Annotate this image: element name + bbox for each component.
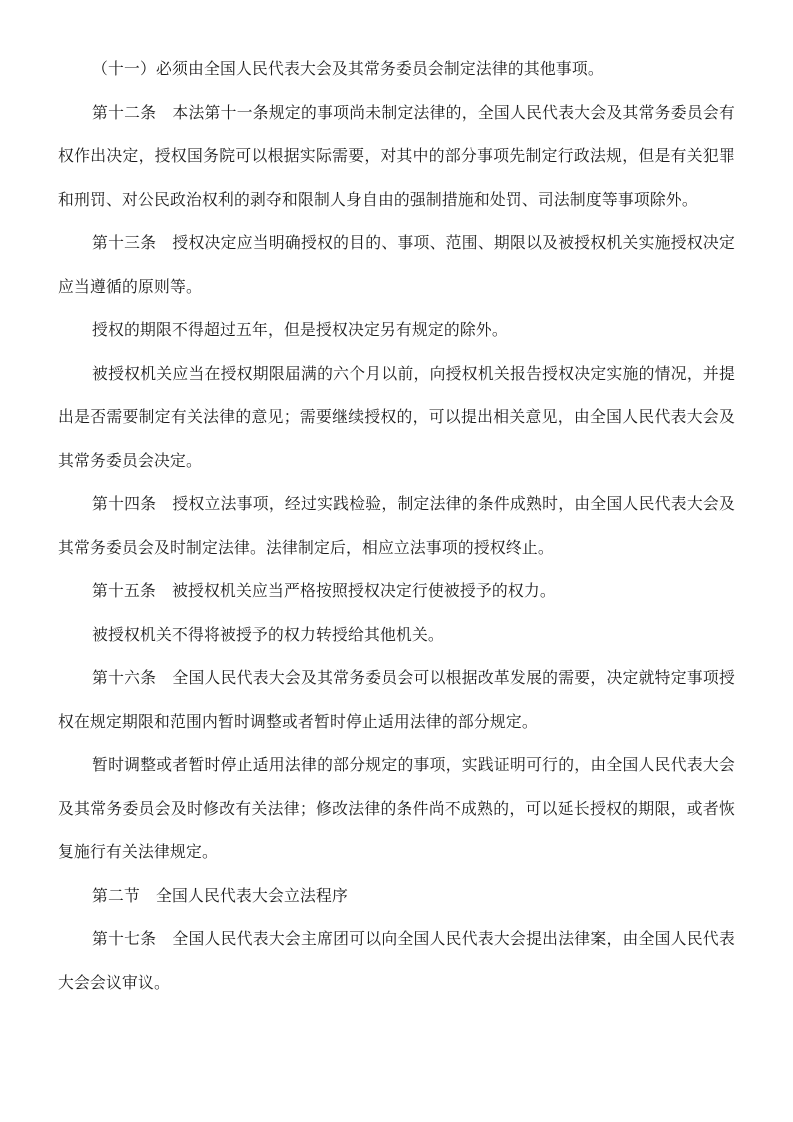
article-17: 第十七条 全国人民代表大会主席团可以向全国人民代表大会提出法律案，由全国人民代表大会会议审议。 xyxy=(58,929,735,992)
article-15-paragraph-2: 被授权机关不得将被授予的权力转授给其他机关。 xyxy=(92,624,444,644)
article-16-paragraph-2: 暂时调整或者暂时停止适用法律的部分规定的事项，实践证明可行的，由全国人民代表大会及其常务委员会及时修改有关法律；修改法律的条件尚不成熟的，可以延长授权的期限，或者恢复施行有关法律规定。 xyxy=(58,755,735,861)
article-12: 第十二条 本法第十一条规定的事项尚未制定法律的，全国人民代表大会及其常务委员会有权作出决定，授权国务院可以根据实际需要，对其中的部分事项先制定行政法规，但是有关犯罪和刑罚、对公民政治权利的剥夺和限制人身自由的强制措施和处罚、司法制度等事项除外。 xyxy=(58,102,735,209)
paragraph-item-11: （十一）必须由全国人民代表大会及其常务委员会制定法律的其他事项。 xyxy=(92,59,604,78)
article-14: 第十四条 授权立法事项，经过实践检验，制定法律的条件成熟时，由全国人民代表大会及其常务委员会及时制定法律。法律制定后，相应立法事项的授权终止。 xyxy=(58,494,735,557)
article-13-paragraph-2: 授权的期限不得超过五年，但是授权决定另有规定的除外。 xyxy=(92,320,508,339)
article-16: 第十六条 全国人民代表大会及其常务委员会可以根据改革发展的需要，决定就特定事项授权在规定期限和范围内暂时调整或者暂时停止适用法律的部分规定。 xyxy=(58,668,735,731)
article-15: 第十五条 被授权机关应当严格按照授权决定行使被授予的权力。 xyxy=(92,581,556,600)
article-13-paragraph-3: 被授权机关应当在授权期限届满的六个月以前，向授权机关报告授权决定实施的情况，并提出是否需要制定有关法律的意见；需要继续授权的，可以提出相关意见，由全国人民代表大会及其常务委员会决定。 xyxy=(58,363,735,470)
section-heading: 第二节 全国人民代表大会立法程序 xyxy=(92,885,348,905)
article-13: 第十三条 授权决定应当明确授权的目的、事项、范围、期限以及被授权机关实施授权决定应当遵循的原则等。 xyxy=(58,233,735,296)
